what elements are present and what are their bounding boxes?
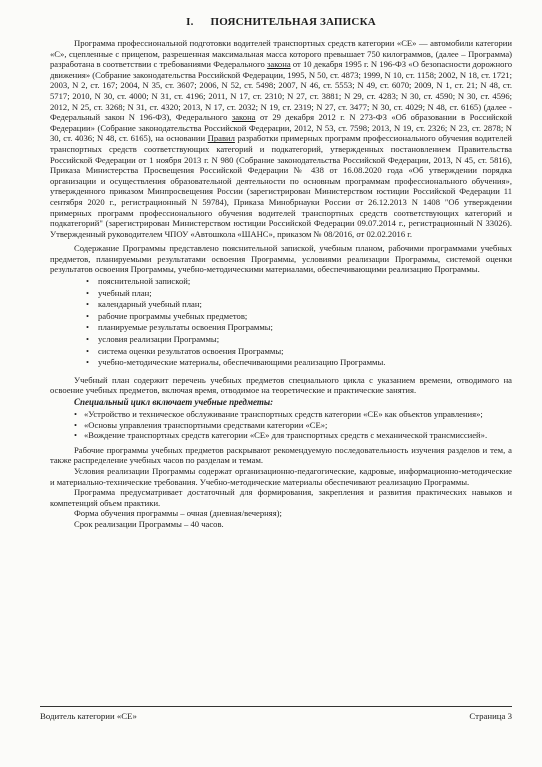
intro-paragraph-legal-basis xyxy=(50,38,512,239)
list-item: • условия реализации Программы; xyxy=(86,334,512,346)
contents-list xyxy=(50,276,512,369)
law-link-1[interactable]: закона xyxy=(266,59,291,70)
legal-text-4: разработки примерных программ профессионального обучения водителей транспортных средств соответствующих категорий и подкатегорий, утвержденных постановлением Правительства Российской Федерации от 1 ноября 2013 г. N 980 (Собрание законодательства Российской Федерации, 2013, N 45, ст. 5816), Приказа Министерства Просвещения Российской Федерации № 438 от 16.08.2020 года «Об утверждении порядка организации и осуществления образовательной деятельности по основным программам профессионального обучения», утвержденного приказом Минпросвещения России (зарегистрирован Министерством юстиции Российской Федерации 11 сентября 2020 г., регистрационный N 59784), Приказа Минобрнауки России от 26.12.2013 N 1408 "Об утверждении примерных программ профессионального обучения водителей транспортных средств соответствующих категорий и подкатегорий" (зарегистрирован Министерством юстиции Российской Федерации 09.07.2014 г., регистрационный N 33026). Утвержденный руководителем ЧПОУ «Автошкола «ШАНС», приказом № 08/2016, от 02.02.2016 г. xyxy=(50,133,512,239)
intro-paragraph-contents: Содержание Программы представлено пояснительной запиской, учебным планом, рабочими программами учебных предметов, планируемыми результатами освоения Программы, условиями реализации Программы, системой оценки результатов освоения Программы, учебно-методическими материалами, обеспечивающими реализацию Программы. xyxy=(50,243,512,275)
list-item: • учебный план; xyxy=(86,288,512,300)
page-footer xyxy=(40,706,512,721)
legal-text-3: от 29 декабря 2012 г. N 273-ФЗ «Об образовании в Российской Федерации» (Собрание законодательства Российской Федерации, 2012, N 53, ст. 7598; 2013, N 19, ст. 2326; N 23, ст. 2878; N 30, ст. 4036; N 48, ст. 6165), на основании xyxy=(50,112,512,144)
list-item: • «Основы управления транспортными средствами категории «СЕ»; xyxy=(74,420,512,431)
list-item: • система оценки результатов освоения Программы; xyxy=(86,346,512,358)
practice-paragraph: Программа предусматривает достаточный для формирования, закрепления и развития практических навыков и компетенций объем практики. xyxy=(50,487,512,508)
section-title xyxy=(50,16,512,28)
legal-text-2: от 10 декабря 1995 г. N 196-ФЗ «О безопасности дорожного движения» (Собрание законодательства Российской Федерации, 1995, N 50, ст. 4873; 1999, N 10, ст. 1158; 2002, N 18, ст. 1721; 2003, N 2, ст. 167; 2004, N 35, ст. 3607; 2006, N 52, ст. 5498; 2007, N 46, ст. 5553; N 49, ст. 6070; 2009, N 1, ст. 21; N 48, ст. 5717; 2010, N 30, ст. 4000; N 31, ст. 4196; 2011, N 17, ст. 2310; N 27, ст. 3881; N 29, ст. 4283; N 30, ст. 4590; N 30, ст. 4596; 2012, N 25, ст. 3268; N 31, ст. 4320; 2013, N 17, ст. 2032; N 19, ст. 2319; N 27, ст. 3477; N 30, ст. 4029; N 48, ст. 6165) (далее - Федеральный закон N 196-ФЗ), Федерального xyxy=(50,59,512,123)
plan-paragraph: Учебный план содержит перечень учебных предметов специального цикла с указанием времени, отводимого на освоение учебных предметов, включая время, отводимое на теоретические и практические занятия. xyxy=(50,374,512,396)
page-number: Страница 3 xyxy=(469,711,512,721)
list-item: • «Устройство и техническое обслуживание транспортных средств категории «СЕ» как объектов управления»; xyxy=(74,409,512,420)
study-form-line: Форма обучения программы – очная (дневная/вечерняя); xyxy=(74,508,282,519)
list-item: • календарный учебный план; xyxy=(86,299,512,311)
list-item: • пояснительной запиской; xyxy=(86,276,512,288)
law-link-2[interactable]: закона xyxy=(231,112,256,123)
list-item: • «Вождение транспортных средств категории «СЕ» для транспортных средств с механической трансмиссией». xyxy=(74,430,512,441)
list-item: • планируемые результаты освоения Программы; xyxy=(86,322,512,334)
section-heading: ПОЯСНИТЕЛЬНАЯ ЗАПИСКА xyxy=(210,16,376,28)
work-programs-paragraph: Рабочие программы учебных предметов раскрывают рекомендуемую последовательность изучения разделов и тем, а также распределение учебных часов по разделам и темам. xyxy=(50,444,512,466)
special-cycle-heading: Специальный цикл включает учебные предметы: xyxy=(74,397,274,407)
duration-line: Срок реализации Программы – 40 часов. xyxy=(74,518,224,529)
section-number: I. xyxy=(186,16,194,28)
footer-document-name: Водитель категории «СЕ» xyxy=(40,711,137,721)
list-item: • учебно-методические материалы, обеспечивающими реализацию Программы. xyxy=(86,357,512,369)
legal-text-1: Программа профессиональной подготовки водителей транспортных средств категории «СЕ» — автомобили категории «С», сцепленные с прицепом, разрешенная максимальная масса которого превышает 750 килограммов, (далее – Программа) разработана в соответствии с требованиями Федерального xyxy=(50,38,512,70)
rules-link[interactable]: Правил xyxy=(207,133,235,144)
special-cycle-list xyxy=(50,409,512,441)
conditions-paragraph: Условия реализации Программы содержат организационно-педагогические, кадровые, информационно-методические и материально-технические требования. Учебно-методические материалы обеспечивают реализацию Программы. xyxy=(50,465,512,487)
list-item: • рабочие программы учебных предметов; xyxy=(86,311,512,323)
